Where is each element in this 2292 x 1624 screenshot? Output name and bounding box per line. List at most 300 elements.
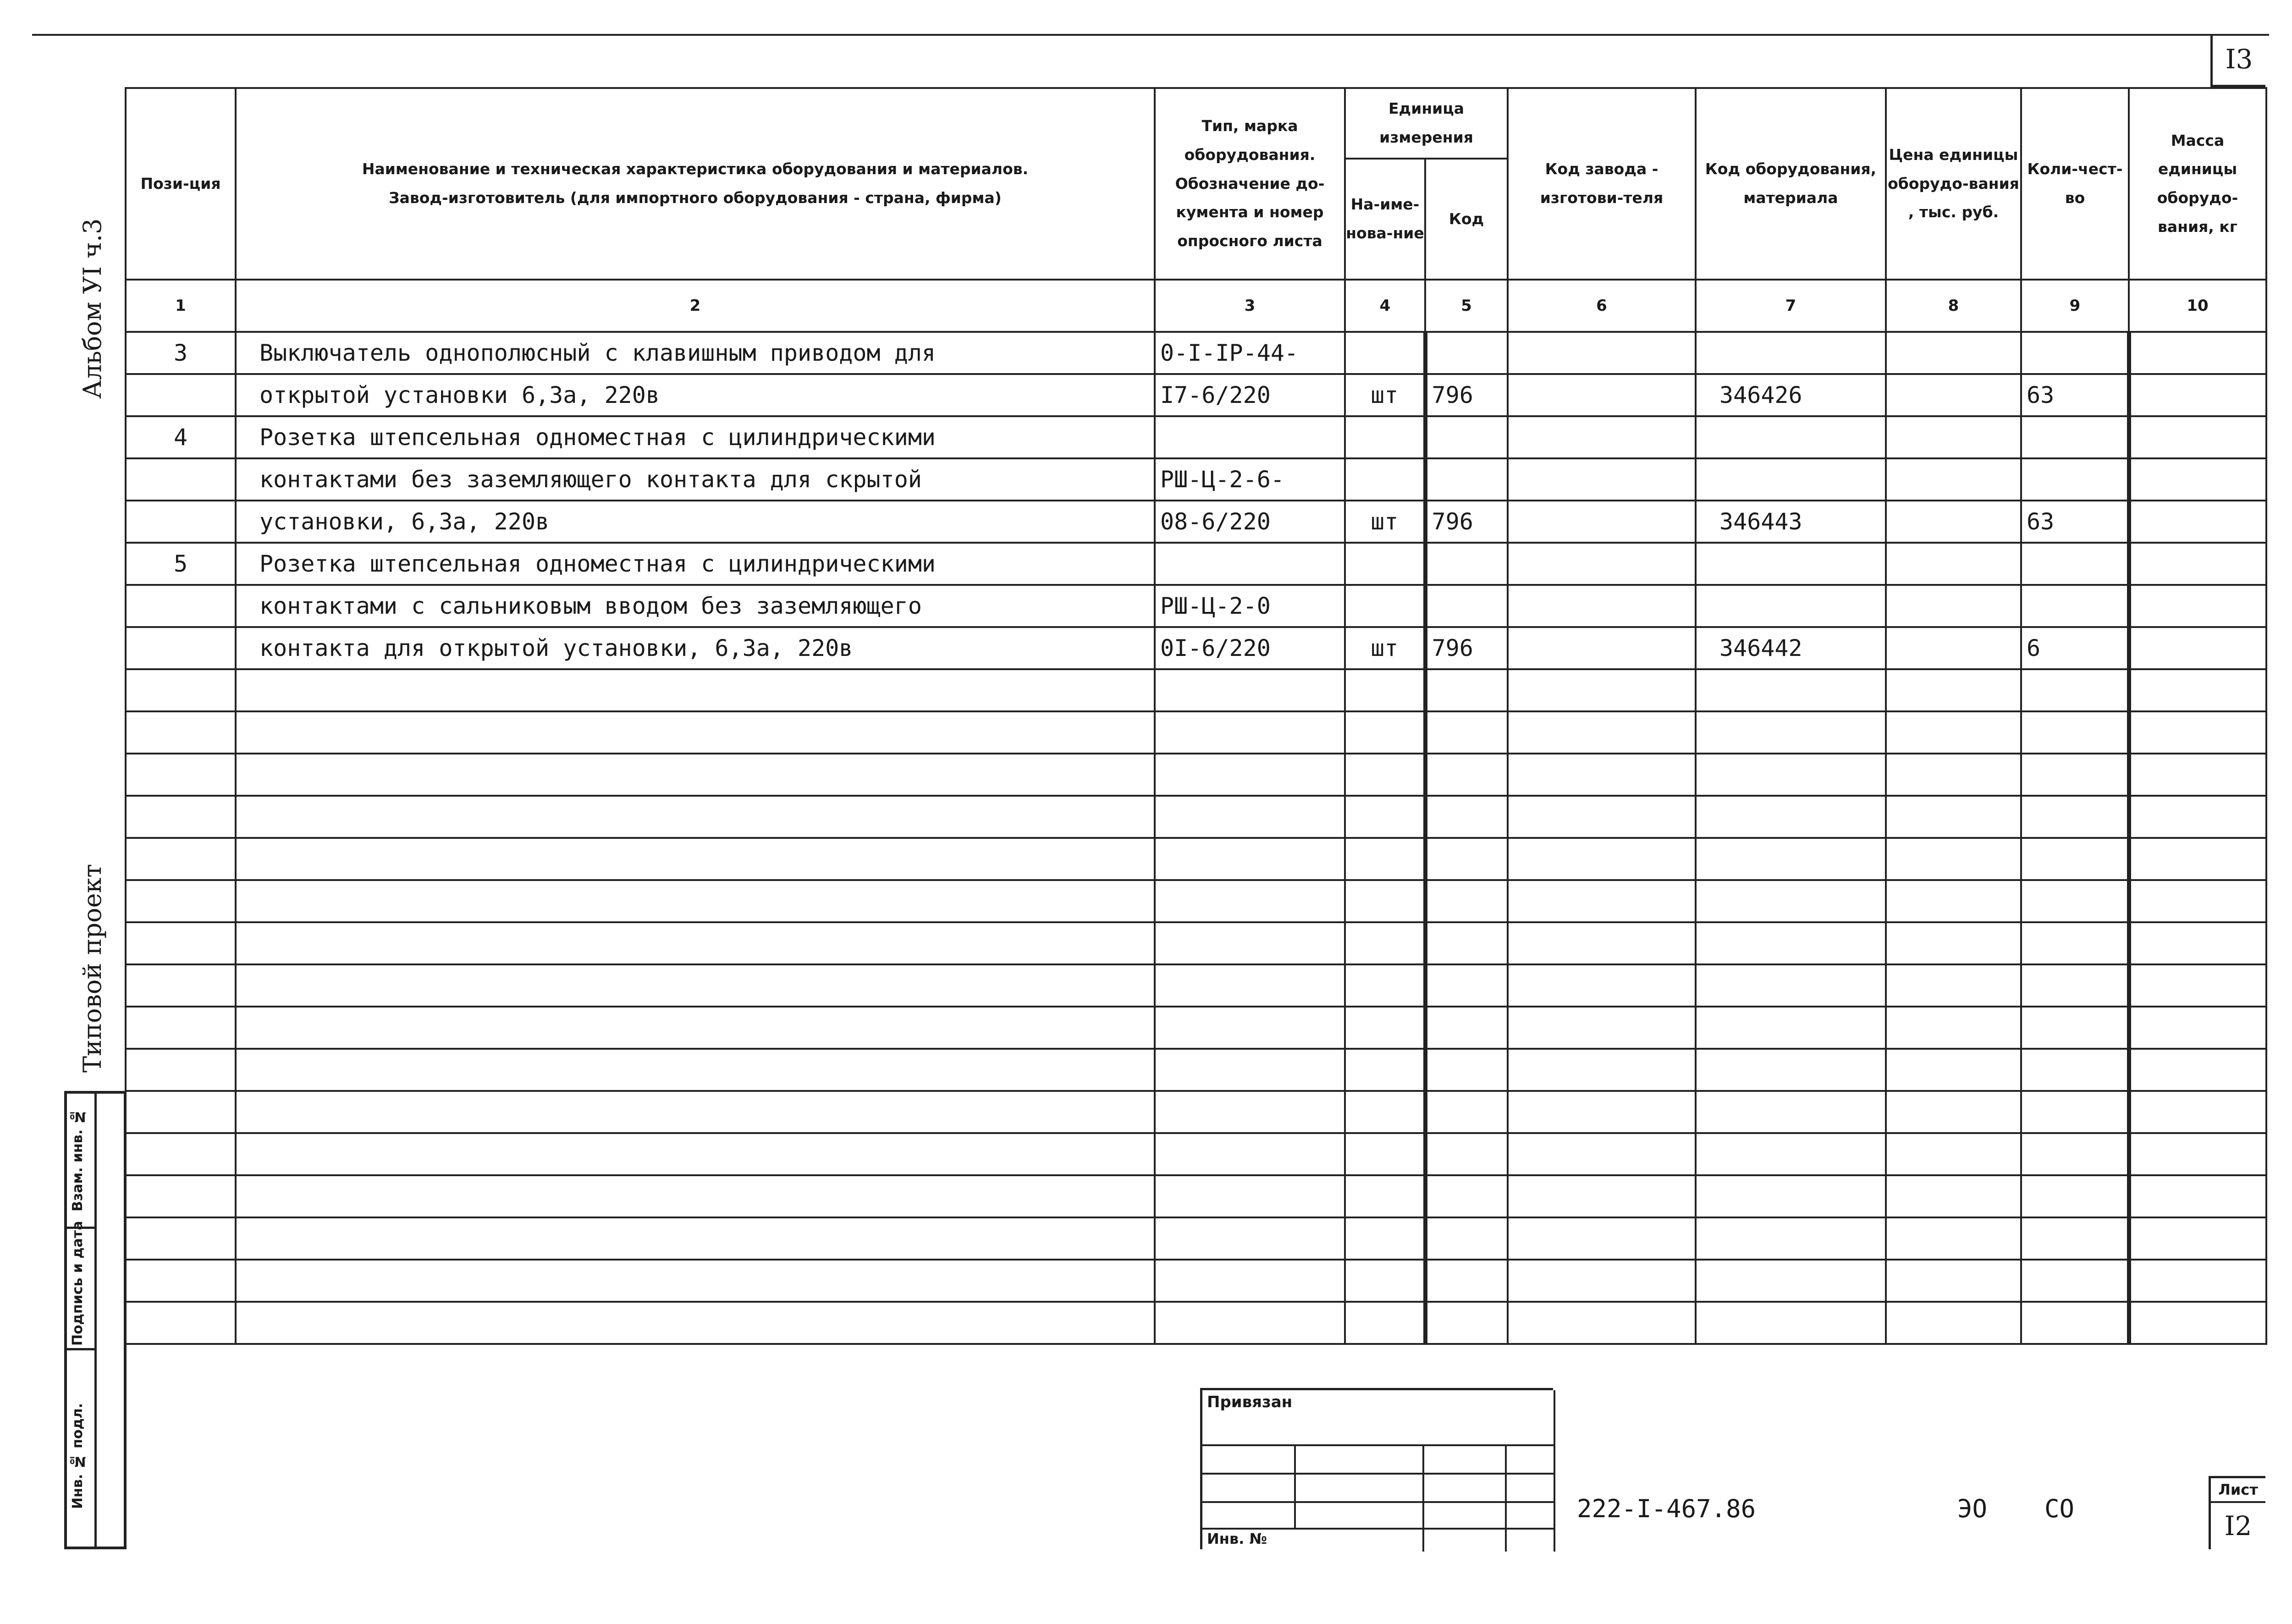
unit-code-cell: 796 — [1425, 374, 1508, 416]
factory-code-cell — [1508, 838, 1696, 880]
strip-label-replace-inv: Взам. инв. № — [70, 1108, 86, 1212]
header-unit-name: На-име-нова-ние — [1345, 159, 1425, 280]
table-row — [126, 1260, 2266, 1302]
column-number: 6 — [1508, 280, 1696, 332]
unit-code-cell: 796 — [1425, 627, 1508, 669]
unit-name-cell — [1345, 1007, 1425, 1049]
material-code-cell — [1696, 1049, 1886, 1091]
factory-code-cell — [1508, 880, 1696, 922]
name-cell: контактами без заземляющего контакта для скрытой — [236, 458, 1155, 501]
table-row — [126, 627, 2266, 669]
price-cell — [1886, 627, 2021, 669]
price-cell — [1886, 669, 2021, 711]
table-row — [126, 922, 2266, 964]
mass-cell — [2129, 880, 2266, 922]
unit-code-cell — [1425, 796, 1508, 838]
material-code-cell — [1696, 796, 1886, 838]
table-row — [126, 796, 2266, 838]
table-row — [126, 754, 2266, 796]
mass-cell — [2129, 1260, 2266, 1302]
price-cell — [1886, 1175, 2021, 1217]
quantity-cell — [2021, 669, 2129, 711]
material-code-cell — [1696, 711, 1886, 754]
mass-cell — [2129, 754, 2266, 796]
name-cell — [236, 922, 1155, 964]
quantity-cell — [2021, 1133, 2129, 1175]
name-cell — [236, 1133, 1155, 1175]
unit-name-cell — [1345, 796, 1425, 838]
unit-name-cell: шт — [1345, 627, 1425, 669]
type-cell — [1155, 964, 1345, 1007]
mass-cell — [2129, 416, 2266, 458]
sheet-box — [2209, 1476, 2265, 1549]
price-cell — [1886, 374, 2021, 416]
stamp-inv-label: Инв. № — [1207, 1530, 1267, 1547]
header-name — [236, 88, 1155, 280]
material-code-cell — [1696, 880, 1886, 922]
name-cell — [236, 711, 1155, 754]
unit-code-cell — [1425, 669, 1508, 711]
column-number: 2 — [236, 280, 1155, 332]
quantity-cell: 63 — [2021, 501, 2129, 543]
material-code-cell — [1696, 585, 1886, 627]
unit-code-cell — [1425, 1133, 1508, 1175]
material-code-cell — [1696, 458, 1886, 501]
column-number: 4 — [1345, 280, 1425, 332]
unit-name-cell — [1345, 332, 1425, 374]
table-row — [126, 838, 2266, 880]
table-row — [126, 880, 2266, 922]
name-cell: открытой установки 6,3а, 220в — [236, 374, 1155, 416]
name-cell — [236, 1049, 1155, 1091]
name-cell — [236, 669, 1155, 711]
sheet-number: I2 — [2224, 1510, 2252, 1541]
position-cell — [126, 1302, 236, 1344]
material-code-cell — [1696, 1217, 1886, 1260]
unit-name-cell — [1345, 458, 1425, 501]
table-row — [126, 1302, 2266, 1344]
unit-code-cell — [1425, 880, 1508, 922]
price-cell — [1886, 332, 2021, 374]
factory-code-cell — [1508, 1049, 1696, 1091]
price-cell — [1886, 1302, 2021, 1344]
project-label: Типовой проект — [78, 864, 107, 1073]
table-row — [126, 1091, 2266, 1133]
header-unit-code: Код — [1425, 159, 1508, 280]
material-code-cell — [1696, 1260, 1886, 1302]
type-cell — [1155, 922, 1345, 964]
mass-cell — [2129, 964, 2266, 1007]
mass-cell — [2129, 1007, 2266, 1049]
price-cell — [1886, 1260, 2021, 1302]
quantity-cell — [2021, 922, 2129, 964]
factory-code-cell — [1508, 501, 1696, 543]
quantity-cell — [2021, 754, 2129, 796]
header-position: Пози-ция — [126, 88, 236, 280]
header-quantity: Коли-чест-во — [2021, 88, 2129, 280]
unit-name-cell — [1345, 416, 1425, 458]
name-cell — [236, 1175, 1155, 1217]
mass-cell — [2129, 796, 2266, 838]
position-cell: 3 — [126, 332, 236, 374]
position-cell — [126, 964, 236, 1007]
price-cell — [1886, 754, 2021, 796]
factory-code-cell — [1508, 585, 1696, 627]
name-cell: контакта для открытой установки, 6,3а, 220в — [236, 627, 1155, 669]
mass-cell — [2129, 543, 2266, 585]
unit-code-cell — [1425, 1007, 1508, 1049]
header-mass: Масса единицы оборудо-вания, кг — [2129, 88, 2266, 280]
price-cell — [1886, 1091, 2021, 1133]
factory-code-cell — [1508, 458, 1696, 501]
quantity-cell — [2021, 1007, 2129, 1049]
position-cell — [126, 374, 236, 416]
type-cell — [1155, 669, 1345, 711]
unit-name-cell — [1345, 669, 1425, 711]
position-cell — [126, 838, 236, 880]
position-cell — [126, 627, 236, 669]
price-cell — [1886, 922, 2021, 964]
price-cell — [1886, 838, 2021, 880]
unit-name-cell — [1345, 543, 1425, 585]
page-number: I3 — [2210, 34, 2265, 87]
type-cell — [1155, 1260, 1345, 1302]
factory-code-cell — [1508, 543, 1696, 585]
unit-name-cell — [1345, 880, 1425, 922]
stamp-title: Привязан — [1207, 1393, 1293, 1411]
position-cell: 4 — [126, 416, 236, 458]
price-cell — [1886, 458, 2021, 501]
name-cell — [236, 1091, 1155, 1133]
type-cell — [1155, 1302, 1345, 1344]
unit-code-cell — [1425, 754, 1508, 796]
quantity-cell — [2021, 416, 2129, 458]
factory-code-cell — [1508, 669, 1696, 711]
name-cell — [236, 964, 1155, 1007]
name-cell — [236, 880, 1155, 922]
name-cell — [236, 754, 1155, 796]
type-cell — [1155, 1175, 1345, 1217]
type-cell — [1155, 1007, 1345, 1049]
quantity-cell — [2021, 1091, 2129, 1133]
mass-cell — [2129, 585, 2266, 627]
factory-code-cell — [1508, 374, 1696, 416]
position-cell — [126, 1049, 236, 1091]
quantity-cell — [2021, 796, 2129, 838]
position-cell — [126, 711, 236, 754]
type-cell — [1155, 1217, 1345, 1260]
type-cell — [1155, 796, 1345, 838]
table-row — [126, 711, 2266, 754]
mass-cell — [2129, 1302, 2266, 1344]
unit-code-cell — [1425, 922, 1508, 964]
position-cell — [126, 1217, 236, 1260]
mass-cell — [2129, 711, 2266, 754]
table-row — [126, 1049, 2266, 1091]
unit-code-cell — [1425, 1302, 1508, 1344]
unit-code-cell — [1425, 1260, 1508, 1302]
material-code-cell: 346426 — [1696, 374, 1886, 416]
factory-code-cell — [1508, 416, 1696, 458]
factory-code-cell — [1508, 922, 1696, 964]
type-cell — [1155, 754, 1345, 796]
table-row — [126, 669, 2266, 711]
position-cell — [126, 1007, 236, 1049]
factory-code-cell — [1508, 1133, 1696, 1175]
name-cell — [236, 796, 1155, 838]
table-row — [126, 458, 2266, 501]
unit-name-cell — [1345, 922, 1425, 964]
material-code-cell — [1696, 838, 1886, 880]
unit-name-cell — [1345, 585, 1425, 627]
unit-name-cell — [1345, 1133, 1425, 1175]
specification-table — [125, 87, 2267, 1345]
factory-code-cell — [1508, 1217, 1696, 1260]
unit-name-cell — [1345, 1217, 1425, 1260]
material-code-cell — [1696, 332, 1886, 374]
quantity-cell — [2021, 332, 2129, 374]
column-number: 9 — [2021, 280, 2129, 332]
factory-code-cell — [1508, 1175, 1696, 1217]
mass-cell — [2129, 374, 2266, 416]
unit-code-cell — [1425, 585, 1508, 627]
unit-code-cell — [1425, 458, 1508, 501]
quantity-cell — [2021, 964, 2129, 1007]
material-code-cell — [1696, 1133, 1886, 1175]
type-cell — [1155, 543, 1345, 585]
table-row — [126, 416, 2266, 458]
quantity-cell: 63 — [2021, 374, 2129, 416]
factory-code-cell — [1508, 1302, 1696, 1344]
header-type: Тип, марка оборудования. Обозначение до-кумента и номер опросного листа — [1155, 88, 1345, 280]
factory-code-cell — [1508, 1260, 1696, 1302]
unit-name-cell — [1345, 1091, 1425, 1133]
name-cell — [236, 1302, 1155, 1344]
unit-code-cell — [1425, 1091, 1508, 1133]
binding-stamp — [1200, 1388, 1553, 1549]
table-row — [126, 543, 2266, 585]
document-number: 222-I-467.86 — [1577, 1494, 1756, 1523]
column-number: 8 — [1886, 280, 2021, 332]
type-cell — [1155, 880, 1345, 922]
price-cell — [1886, 416, 2021, 458]
price-cell — [1886, 964, 2021, 1007]
position-cell — [126, 880, 236, 922]
unit-name-cell — [1345, 1302, 1425, 1344]
unit-name-cell: шт — [1345, 374, 1425, 416]
name-cell: Розетка штепсельная одноместная с цилиндрическими — [236, 543, 1155, 585]
sheet-label: Лист — [2211, 1478, 2265, 1503]
factory-code-cell — [1508, 711, 1696, 754]
quantity-cell — [2021, 1049, 2129, 1091]
factory-code-cell — [1508, 332, 1696, 374]
material-code-cell — [1696, 964, 1886, 1007]
header-name-line2: Завод-изготовитель (для импортного оборудования - страна, фирма) — [389, 189, 1002, 207]
header-factory-code: Код завода - изготови-теля — [1508, 88, 1696, 280]
quantity-cell — [2021, 1302, 2129, 1344]
price-cell — [1886, 1217, 2021, 1260]
mass-cell — [2129, 627, 2266, 669]
unit-code-cell — [1425, 1175, 1508, 1217]
type-cell — [1155, 1133, 1345, 1175]
unit-name-cell — [1345, 754, 1425, 796]
material-code-cell — [1696, 416, 1886, 458]
unit-code-cell — [1425, 711, 1508, 754]
price-cell — [1886, 1007, 2021, 1049]
unit-code-cell — [1425, 1049, 1508, 1091]
type-cell: I7-6/220 — [1155, 374, 1345, 416]
material-code-cell — [1696, 1091, 1886, 1133]
type-cell: 0-I-IP-44- — [1155, 332, 1345, 374]
unit-code-cell — [1425, 1217, 1508, 1260]
unit-name-cell — [1345, 1175, 1425, 1217]
mass-cell — [2129, 1133, 2266, 1175]
top-rule — [32, 34, 2269, 36]
header-unit-group: Единица измерения — [1345, 88, 1508, 159]
name-cell — [236, 1260, 1155, 1302]
factory-code-cell — [1508, 796, 1696, 838]
factory-code-cell — [1508, 964, 1696, 1007]
type-cell: 0I-6/220 — [1155, 627, 1345, 669]
type-cell — [1155, 416, 1345, 458]
header-material-code: Код оборудования, материала — [1696, 88, 1886, 280]
quantity-cell — [2021, 543, 2129, 585]
quantity-cell — [2021, 1217, 2129, 1260]
quantity-cell — [2021, 585, 2129, 627]
document-code-2: СО — [2044, 1494, 2075, 1523]
type-cell: РШ-Ц-2-0 — [1155, 585, 1345, 627]
material-code-cell — [1696, 1302, 1886, 1344]
column-number: 1 — [126, 280, 236, 332]
strip-label-orig-inv: Инв. № подл. — [70, 1403, 86, 1509]
table-row — [126, 1133, 2266, 1175]
material-code-cell — [1696, 1175, 1886, 1217]
album-label: Альбом УI ч.3 — [78, 218, 107, 399]
type-cell — [1155, 711, 1345, 754]
position-cell — [126, 1091, 236, 1133]
approval-strip — [64, 1091, 127, 1549]
table-row — [126, 964, 2266, 1007]
mass-cell — [2129, 1049, 2266, 1091]
price-cell — [1886, 711, 2021, 754]
quantity-cell — [2021, 1175, 2129, 1217]
type-cell — [1155, 1049, 1345, 1091]
unit-name-cell — [1345, 711, 1425, 754]
table-row — [126, 332, 2266, 374]
type-cell: 08-6/220 — [1155, 501, 1345, 543]
table-row — [126, 1217, 2266, 1260]
factory-code-cell — [1508, 754, 1696, 796]
material-code-cell — [1696, 922, 1886, 964]
column-number: 3 — [1155, 280, 1345, 332]
material-code-cell — [1696, 1007, 1886, 1049]
unit-name-cell: шт — [1345, 501, 1425, 543]
price-cell — [1886, 1049, 2021, 1091]
unit-name-cell — [1345, 1260, 1425, 1302]
unit-name-cell — [1345, 838, 1425, 880]
quantity-cell — [2021, 458, 2129, 501]
table-row — [126, 1007, 2266, 1049]
name-cell: Розетка штепсельная одноместная с цилиндрическими — [236, 416, 1155, 458]
unit-code-cell — [1425, 838, 1508, 880]
name-cell: контактами с сальниковым вводом без заземляющего — [236, 585, 1155, 627]
material-code-cell — [1696, 669, 1886, 711]
quantity-cell — [2021, 1260, 2129, 1302]
table-row — [126, 374, 2266, 416]
mass-cell — [2129, 332, 2266, 374]
mass-cell — [2129, 458, 2266, 501]
position-cell — [126, 754, 236, 796]
column-number: 7 — [1696, 280, 1886, 332]
unit-code-cell — [1425, 416, 1508, 458]
quantity-cell — [2021, 711, 2129, 754]
strip-label-signature-date: Подпись и дата — [70, 1221, 86, 1346]
position-cell — [126, 501, 236, 543]
factory-code-cell — [1508, 1091, 1696, 1133]
quantity-cell: 6 — [2021, 627, 2129, 669]
material-code-cell: 346443 — [1696, 501, 1886, 543]
position-cell: 5 — [126, 543, 236, 585]
position-cell — [126, 796, 236, 838]
price-cell — [1886, 880, 2021, 922]
name-cell: Выключатель однополюсный с клавишным приводом для — [236, 332, 1155, 374]
header-name-line1: Наименование и техническая характеристика оборудования и материалов. — [362, 160, 1029, 178]
unit-name-cell — [1345, 964, 1425, 1007]
mass-cell — [2129, 669, 2266, 711]
price-cell — [1886, 501, 2021, 543]
price-cell — [1886, 585, 2021, 627]
mass-cell — [2129, 501, 2266, 543]
unit-code-cell: 796 — [1425, 501, 1508, 543]
position-cell — [126, 1175, 236, 1217]
type-cell — [1155, 1091, 1345, 1133]
material-code-cell — [1696, 754, 1886, 796]
material-code-cell — [1696, 543, 1886, 585]
position-cell — [126, 922, 236, 964]
position-cell — [126, 458, 236, 501]
quantity-cell — [2021, 838, 2129, 880]
name-cell: установки, 6,3а, 220в — [236, 501, 1155, 543]
column-number: 5 — [1425, 280, 1508, 332]
document-code-1: ЭО — [1957, 1494, 1988, 1523]
price-cell — [1886, 543, 2021, 585]
mass-cell — [2129, 1175, 2266, 1217]
name-cell — [236, 838, 1155, 880]
quantity-cell — [2021, 880, 2129, 922]
table-row — [126, 501, 2266, 543]
table-row — [126, 1175, 2266, 1217]
column-number: 10 — [2129, 280, 2266, 332]
position-cell — [126, 1133, 236, 1175]
material-code-cell: 346442 — [1696, 627, 1886, 669]
price-cell — [1886, 1133, 2021, 1175]
name-cell — [236, 1007, 1155, 1049]
unit-code-cell — [1425, 964, 1508, 1007]
factory-code-cell — [1508, 627, 1696, 669]
position-cell — [126, 585, 236, 627]
type-cell: РШ-Ц-2-6- — [1155, 458, 1345, 501]
mass-cell — [2129, 1217, 2266, 1260]
position-cell — [126, 1260, 236, 1302]
table-row — [126, 585, 2266, 627]
unit-code-cell — [1425, 332, 1508, 374]
unit-name-cell — [1345, 1049, 1425, 1091]
price-cell — [1886, 796, 2021, 838]
name-cell — [236, 1217, 1155, 1260]
mass-cell — [2129, 922, 2266, 964]
header-price: Цена единицы оборудо-вания , тыс. руб. — [1886, 88, 2021, 280]
position-cell — [126, 669, 236, 711]
